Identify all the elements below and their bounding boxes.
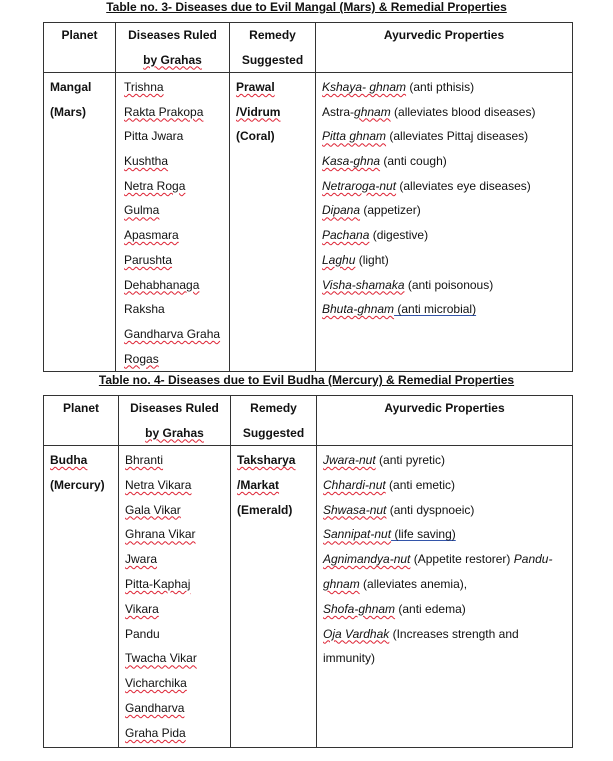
table-4-caption: Table no. 4- Diseases due to Evil Budha (Mercury) & Remedial Properties (98, 373, 515, 387)
property-item: Pachana (digestive) (322, 228, 429, 243)
property-item: Pitta ghnam (alleviates Pittaj diseases) (322, 129, 529, 144)
disease-item: Rakta Prakopa (124, 104, 204, 119)
property-item: Visha-shamaka (anti poisonous) (322, 277, 494, 292)
property-item: Dipana (appetizer) (322, 203, 421, 218)
disease-item: Gandharva Graha (124, 326, 221, 341)
property-item: Astra-ghnam (alleviates blood diseases) (322, 104, 536, 119)
table-3 (43, 22, 573, 372)
header-diseases: Diseases Ruled by Grahas (119, 396, 231, 446)
disease-item: Netra Vikara (125, 477, 192, 492)
disease-item: Kushtha (124, 154, 169, 169)
table-3-caption: Table no. 3- Diseases due to Evil Mangal (Mars) & Remedial Properties (106, 0, 507, 14)
remedy-english: (Emerald) (237, 502, 293, 517)
properties-cell (317, 446, 573, 748)
header-remedy: Remedy Suggested (230, 23, 316, 73)
property-item: Kshaya- ghnam (anti pthisis) (322, 80, 475, 94)
disease-item: Bhranti (125, 453, 164, 467)
remedy-english: (Coral) (236, 129, 275, 144)
property-item: Laghu (light) (322, 252, 389, 267)
disease-item: Gala Vikar (125, 502, 181, 517)
disease-item: Gandharva (125, 700, 185, 715)
disease-item: Raksha (124, 302, 165, 317)
diseases-cell (119, 446, 231, 748)
disease-item: Pitta Jwara (124, 129, 184, 144)
planet-name: Budha (50, 453, 88, 467)
property-item: Chhardi-nut (anti emetic) (323, 477, 456, 492)
property-item: Netraroga-nut (alleviates eye diseases) (322, 178, 531, 193)
property-item: Jwara-nut (anti pyretic) (323, 453, 446, 467)
property-item: Kasa-ghna (anti cough) (322, 154, 447, 169)
properties-cell (316, 73, 573, 372)
header-planet: Planet (44, 23, 116, 73)
remedy-name: Taksharya (237, 453, 296, 467)
remedy-cell (230, 73, 316, 372)
disease-item: Dehabhanaga (124, 277, 200, 292)
disease-item: Jwara (125, 552, 158, 567)
disease-item: Ghrana Vikar (125, 527, 196, 542)
diseases-cell (116, 73, 230, 372)
planet-name: Mangal (50, 80, 92, 94)
property-item: Sannipat-nut (life saving) (323, 527, 456, 542)
header-ayurvedic: Ayurvedic Properties (317, 396, 573, 446)
disease-item: Parushta (124, 252, 173, 267)
table-3-body-row (44, 73, 573, 372)
disease-item: Graha Pida (125, 725, 186, 740)
disease-item: Twacha Vikar (125, 651, 197, 666)
planet-english: (Mars) (50, 104, 87, 119)
table-4-header-row (44, 396, 573, 446)
table-4 (43, 395, 573, 748)
property-item: Shofa-ghnam (anti edema) (323, 601, 466, 616)
property-item: Oja Vardhak (Increases strength and (323, 626, 519, 641)
remedy-alt-name: /Vidrum (236, 104, 281, 119)
disease-item: Rogas (124, 351, 159, 366)
disease-item: Netra Roga (124, 178, 186, 193)
table-3-header-row (44, 23, 573, 73)
disease-item: Pitta-Kaphaj (125, 576, 191, 591)
disease-item: Vikara (125, 601, 159, 616)
planet-english: (Mercury) (50, 477, 105, 492)
disease-item: Trishna (124, 80, 164, 94)
property-item: Bhuta-ghnam (anti microbial) (322, 302, 477, 317)
property-item: Shwasa-nut (anti dyspnoeic) (323, 502, 475, 517)
header-planet: Planet (44, 396, 119, 446)
header-diseases: Diseases Ruled by Grahas (116, 23, 230, 73)
planet-cell (44, 73, 116, 372)
disease-item: Gulma (124, 203, 160, 218)
table-4-body-row (44, 446, 573, 748)
property-item: immunity) (323, 651, 376, 666)
remedy-name: Prawal (236, 80, 275, 94)
remedy-alt-name: /Markat (237, 477, 280, 492)
header-remedy: Remedy Suggested (231, 396, 317, 446)
disease-item: Vicharchika (125, 676, 187, 691)
disease-item: Pandu (125, 626, 160, 641)
planet-cell (44, 446, 119, 748)
remedy-cell (231, 446, 317, 748)
property-item: Agnimandya-nut (Appetite restorer) Pandu- (323, 552, 553, 567)
disease-item: Apasmara (124, 228, 179, 243)
property-item: ghnam (alleviates anemia), (323, 576, 468, 591)
header-ayurvedic: Ayurvedic Properties (316, 23, 573, 73)
